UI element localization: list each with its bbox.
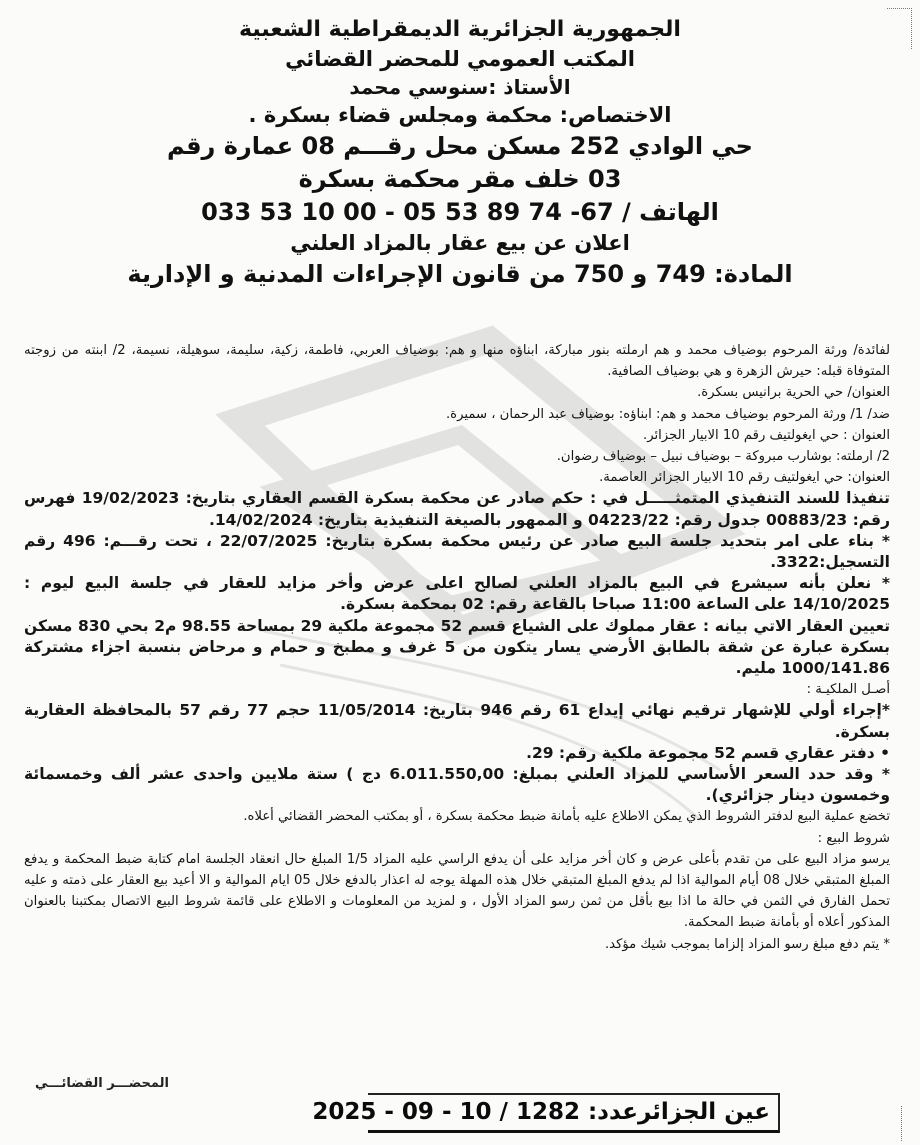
legal-article: المادة: 749 و 750 من قانون الإجراءات المدنية و الإدارية — [127, 260, 793, 288]
office-title: المكتب العمومي للمحضر القضائي — [285, 47, 635, 71]
order-paragraph: * بناء على امر بتحديد جلسة البيع صادر عن رئيس محكمة بسكرة بتاريخ: 22/07/2025 ، تحت رقـــم: 496 رقم التسجيل:3322. — [24, 531, 890, 572]
base-price-paragraph: * وقد حدد السعر الأساسي للمزاد العلني بمبلغ: 6.011.550,00 دج ) ستة ملايين واحدى عشر ألف وخمسمائة وخمسون دينار جزائري). — [24, 765, 890, 805]
sale-conditions-heading: شروط البيع : — [817, 830, 890, 846]
defendant-address-1: العنوان : حي ايغولتيف رقم 10 الابيار الجزائر. — [643, 427, 890, 443]
publication-paragraph: *إجراء أولي للإشهار ترقيم نهائي إيداع 61 رقم 946 بتاريخ: 11/05/2014 حجم 77 رقم 57 بالمحافظة العقارية بسكرة. — [24, 701, 890, 741]
land-register: • دفتر عقاري قسم 52 مجموعة ملكية رقم: 29. — [526, 743, 890, 762]
notice-body — [24, 340, 890, 955]
bailiff-signature: المحضـــر القضائـــي — [35, 1076, 169, 1091]
defendant-line-2: 2/ ارملته: بوشارب مبروكة – بوضياف نبيل – بوضياف رضوان. — [556, 449, 890, 465]
defendant-line-1: ضد/ 1/ ورثة المرحوم بوضياف محمد و هم: ابناؤه: بوضياف عبد الرحمان ، سميرة. — [445, 406, 890, 422]
address-line-1: حي الوادي 252 مسكن محل رقـــم 08 عمارة رقم — [167, 132, 753, 160]
executive-title-paragraph: تنفيذا للسند التنفيذي المتمثـــــل في : حكم صادر عن محكمة بسكرة القسم العقاري بتاريخ: 19/02/2023 فهرس رقم: 00883/23 جدول رقم: 04223/22 و الممهور بالصيغة التنفيذية بتاريخ: 14/02/2024. — [24, 489, 890, 529]
document-header — [60, 14, 860, 291]
conditions-reference: تخضع عملية البيع لدفتر الشروط الذي يمكن الاطلاع عليه بأمانة ضبط محكمة بسكرة ، أو بمكتب المحضر القضائي أعلاه. — [243, 809, 890, 825]
bailiff-name: الأستاذ :سنوسي محمد — [349, 75, 571, 99]
beneficiary-paragraph: لفائدة/ ورثة المرحوم بوضياف محمد و هم ارملته بنور مباركة، ابناؤه منها و هم: بوضياف العربي، فاطمة، زكية، سليمة، سوهيلة، نسيمة، 2/ ابنته من زوجته المتوفاة قبله: حيرش الزهرة و هي بوضياف الصافية. — [24, 343, 890, 380]
beneficiary-address: العنوان/ حي الحرية برانيس بسكرة. — [697, 385, 890, 401]
sale-conditions-text: يرسو مزاد البيع على من تقدم بأعلى عرض و كان أخر مزايد على أن يدفع الراسي عليه المزاد 1/5 المبلغ حال انعقاد الجلسة امام كتابة ضبط المحكمة و يدفع المبلغ المتبقي خلال 08 أيام الموالية اذا لم يدفع المبلغ المتبقي خلال هذه المهلة يوجه له اعذار بالدفع خلال 05 ايام الموالية و الا أعيد بيع العقار على ذمته و عليه تحمل الفارق في الثمن في حالة ما اذا بيع بأقل من ثمن رسو المزاد الأول ، و لمزيد من المعلومات و الاطلاع على قائمة شروط البيع الاتصال بمكتبنا بالعنوان المذكور أعلاه أو بأمانة ضبط المحكمة. — [24, 851, 890, 931]
scan-corner-marks — [887, 8, 912, 49]
payment-note: * يتم دفع مبلغ رسو المزاد إلزاما بموجب شيك مؤكد. — [604, 936, 890, 952]
jurisdiction: الاختصاص: محكمة ومجلس قضاء بسكرة . — [248, 103, 672, 127]
property-description: تعيين العقار الاتي بيانه : عقار مملوك على الشياع قسم 52 مجموعة ملكية 29 بمساحة 98.55 م2 بحي 830 مسكن بسكرة عبارة عن شقة بالطابق الأرضي يسار يتكون من 5 غرف و مطبخ و حمام و مرحاض بنسبة اجزاء مشتركة 1000/141.86 مليم. — [24, 616, 891, 678]
scan-corner-marks-bottom — [887, 1106, 902, 1141]
sale-session-paragraph: * نعلن بأنه سيشرع في البيع بالمزاد العلني لصالح اعلى عرض وأخر مزايد للعقار في جلسة البيع ليوم : 14/10/2025 على الساعة 11:00 صباحا بالقاعة رقم: 02 بمحكمة بسكرة. — [24, 574, 890, 614]
defendant-address-2: العنوان: حي ايغولتيف رقم 10 الابيار الجزائر العاصمة. — [599, 470, 890, 486]
republic-title: الجمهورية الجزائرية الديمقراطية الشعبية — [239, 17, 681, 42]
publication-footer: عين الجزائرعدد: 1282 / 10 - 09 - 2025 — [368, 1093, 780, 1133]
ownership-origin-heading: أصـل الملكيـة : — [806, 682, 890, 698]
phone-numbers: الهاتف / 67- 74 89 53 05 - 00 10 53 033 — [201, 198, 719, 226]
notice-title: اعلان عن بيع عقار بالمزاد العلني — [290, 231, 630, 255]
address-line-2: 03 خلف مقر محكمة بسكرة — [298, 165, 622, 193]
